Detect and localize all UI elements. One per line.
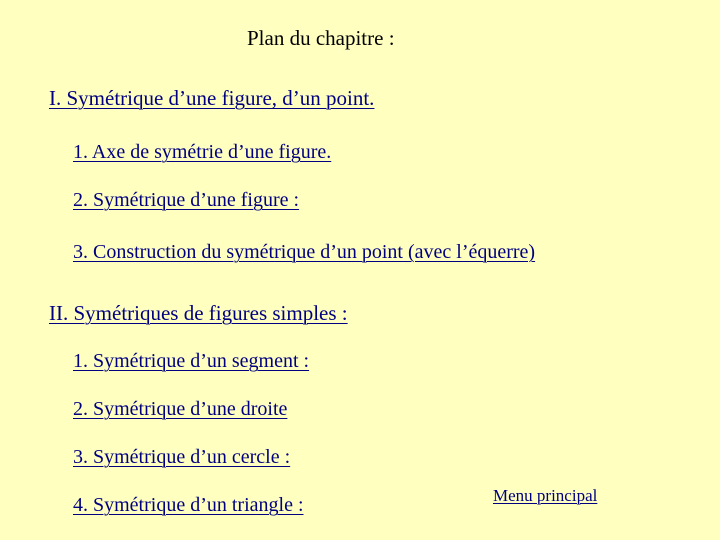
section-2-link[interactable]: II. Symétriques de figures simples : [49,301,348,325]
section-1-item-2-link[interactable]: 2. Symétrique d’une figure : [73,189,300,211]
section-2-item-3-link[interactable]: 3. Symétrique d’un cercle : [73,446,291,468]
section-2-item-4-link[interactable]: 4. Symétrique d’un triangle : [73,494,304,516]
section-2-item-2-link[interactable]: 2. Symétrique d’une droite [73,398,288,420]
section-1-link[interactable]: I. Symétrique d’une figure, d’un point. [49,86,375,110]
section-2-item-1-link[interactable]: 1. Symétrique d’un segment : [73,350,310,372]
page-title: Plan du chapitre : [247,26,395,50]
section-1-item-3-link[interactable]: 3. Construction du symétrique d’un point (avec l’équerre) [73,241,536,263]
section-1-item-1-link[interactable]: 1. Axe de symétrie d’une figure. [73,141,332,163]
main-menu-link[interactable]: Menu principal [493,486,598,505]
